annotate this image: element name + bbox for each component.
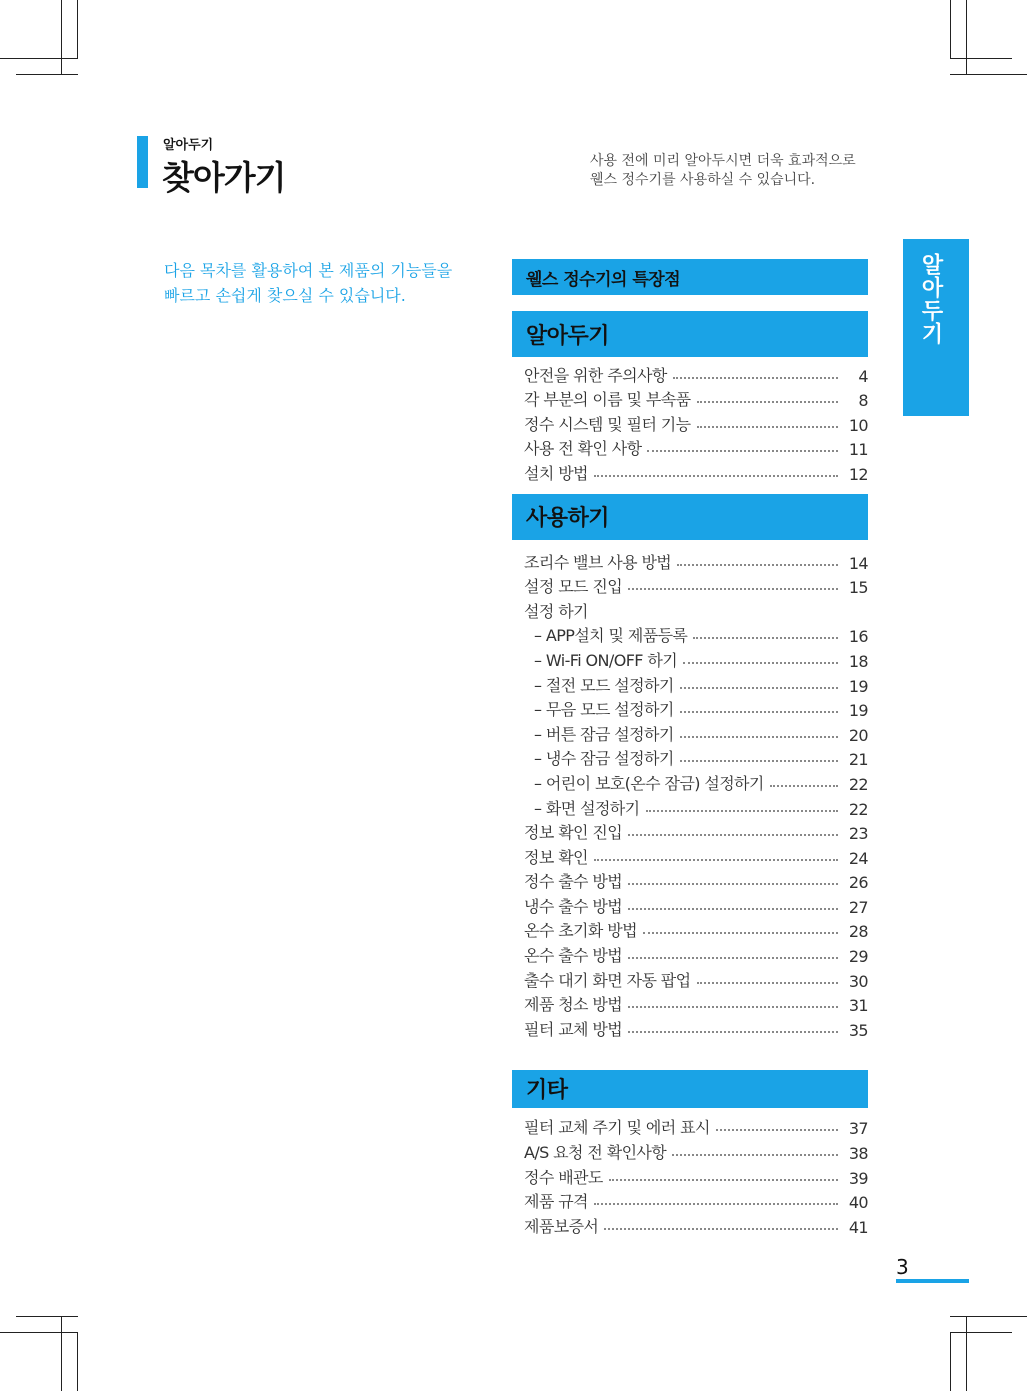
- crop-mark: [61, 0, 62, 74]
- toc-item[interactable]: 온수 출수 방법 29: [524, 946, 868, 967]
- table-of-contents: [512, 259, 868, 1237]
- toc-item[interactable]: 정보 확인 24: [524, 847, 868, 868]
- toc-subitem[interactable]: – 무음 모드 설정하기 19: [534, 700, 868, 721]
- toc-item[interactable]: 제품보증서 41: [524, 1216, 868, 1237]
- crop-mark: [950, 1316, 1027, 1317]
- toc-subitem[interactable]: – 버튼 잠금 설정하기 20: [534, 724, 868, 745]
- toc-item[interactable]: 정수 출수 방법 26: [524, 872, 868, 893]
- section-label: 알아두기: [163, 138, 214, 153]
- toc-subitem[interactable]: – 어린이 보호(온수 잠금) 설정하기 22: [534, 773, 868, 794]
- toc-item[interactable]: 필터 교체 주기 및 에러 표시 37: [524, 1118, 868, 1139]
- crop-mark: [966, 1316, 967, 1391]
- toc-item[interactable]: 정수 배관도 39: [524, 1167, 868, 1188]
- toc-list: [512, 1108, 868, 1237]
- side-tab-label: 알아두기: [918, 253, 943, 345]
- crop-mark: [950, 58, 1012, 59]
- intro-line: 웰스 정수기를 사용하실 수 있습니다.: [590, 172, 816, 188]
- toc-item[interactable]: 정보 확인 진입 23: [524, 823, 868, 844]
- toc-item[interactable]: 온수 초기화 방법 28: [524, 921, 868, 942]
- toc-item[interactable]: 설정 모드 진입 15: [524, 577, 868, 598]
- crop-mark: [950, 1332, 951, 1391]
- toc-item[interactable]: 제품 청소 방법 31: [524, 995, 868, 1016]
- crop-mark: [61, 1316, 62, 1391]
- toc-item[interactable]: 조리수 밸브 사용 방법 14: [524, 552, 868, 573]
- lead-text: [164, 258, 452, 308]
- toc-item[interactable]: 정수 시스템 및 필터 기능 10: [524, 414, 868, 435]
- crop-mark: [16, 1316, 78, 1317]
- toc-item[interactable]: 제품 규격 40: [524, 1192, 868, 1213]
- crop-mark: [950, 1332, 1012, 1333]
- toc-subitem[interactable]: – Wi-Fi ON/OFF 하기 18: [534, 650, 868, 671]
- toc-item[interactable]: 설정 하기: [524, 601, 588, 621]
- toc-item[interactable]: 출수 대기 화면 자동 팝업 30: [524, 970, 868, 991]
- toc-subitem[interactable]: – 절전 모드 설정하기 19: [534, 675, 868, 696]
- toc-section-heading[interactable]: 기타: [512, 1070, 868, 1108]
- page-number-underline: [896, 1279, 969, 1283]
- toc-list: [512, 540, 868, 1040]
- lead-line: 빠르고 손쉽게 찾으실 수 있습니다.: [164, 286, 406, 305]
- side-tab: [903, 239, 969, 416]
- toc-item[interactable]: 필터 교체 방법 35: [524, 1019, 868, 1040]
- toc-item[interactable]: 각 부분의 이름 및 부속품 8: [524, 390, 868, 411]
- intro-line: 사용 전에 미리 알아두시면 더욱 효과적으로: [590, 153, 856, 169]
- toc-item[interactable]: 안전을 위한 주의사항 4: [524, 365, 868, 386]
- toc-section-heading[interactable]: 사용하기: [512, 494, 868, 540]
- crop-mark: [0, 58, 78, 59]
- crop-mark: [950, 74, 1027, 75]
- toc-item[interactable]: A/S 요청 전 확인사항 38: [524, 1143, 868, 1164]
- toc-subitem[interactable]: – APP설치 및 제품등록 16: [534, 626, 868, 647]
- toc-subitem[interactable]: – 화면 설정하기 22: [534, 798, 868, 819]
- crop-mark: [16, 74, 78, 75]
- toc-subitem[interactable]: – 냉수 잠금 설정하기 21: [534, 749, 868, 770]
- crop-mark: [77, 1332, 78, 1391]
- lead-line: 다음 목차를 활용하여 본 제품의 기능들을: [164, 261, 453, 280]
- crop-mark: [0, 1332, 78, 1333]
- intro-text: [590, 152, 856, 190]
- toc-feature-heading[interactable]: 웰스 정수기의 특장점: [512, 259, 868, 295]
- toc-list: [512, 357, 868, 484]
- crop-mark: [966, 0, 967, 74]
- crop-mark: [950, 0, 951, 58]
- toc-item[interactable]: 냉수 출수 방법 27: [524, 896, 868, 917]
- toc-section-heading[interactable]: 알아두기: [512, 311, 868, 357]
- page-title: 찾아가기: [162, 158, 286, 197]
- page-number: 3: [896, 1255, 909, 1279]
- toc-item[interactable]: 사용 전 확인 사항 11: [524, 439, 868, 460]
- crop-mark: [77, 0, 78, 58]
- heading-accent-bar: [137, 136, 148, 188]
- toc-item[interactable]: 설치 방법 12: [524, 463, 868, 484]
